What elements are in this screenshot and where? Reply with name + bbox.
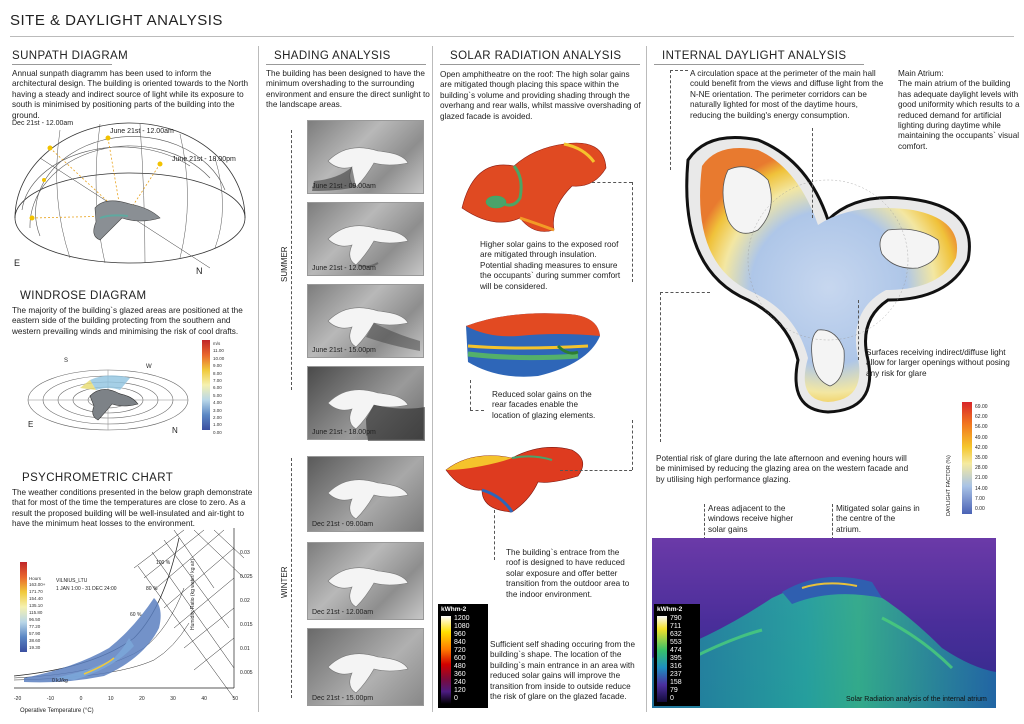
solar-model-entrance xyxy=(442,440,592,520)
psychro-y-title: Humidity Ratio (kg water/ kg air) xyxy=(190,558,196,630)
sunpath-heading: SUNPATH DIAGRAM xyxy=(12,50,129,62)
shading-image-dec-12 xyxy=(307,542,424,620)
leader-line xyxy=(470,410,484,411)
solar-note-3: The building`s entrace from the roof is designed to have reduced solar exposure and offer better transition from the outdoor area to the indoor environment. xyxy=(506,548,630,599)
shading-image-jun-09 xyxy=(307,120,424,194)
shading-caption: June 21st - 09.00am xyxy=(312,183,376,190)
psychro-legend-bar xyxy=(20,562,27,652)
shading-image-dec-15 xyxy=(307,628,424,706)
leader-line xyxy=(858,300,859,360)
daylight-legend: 69.00 62.00 56.00 49.00 42.00 35.00 28.00 21.00 14.00 7.00 0.00 xyxy=(975,404,988,512)
title-divider xyxy=(10,36,1014,37)
leader-line xyxy=(494,510,495,560)
heading-underline xyxy=(654,64,864,65)
page-title: SITE & DAYLIGHT ANALYSIS xyxy=(10,12,223,29)
column-divider xyxy=(646,46,647,712)
shading-image-jun-18 xyxy=(307,366,424,440)
daylight-note-3: Surfaces receiving indirect/diffuse light allow for larger openings without posing any risk for glare xyxy=(866,348,1010,378)
shading-caption: June 21st - 12.00am xyxy=(312,265,376,272)
shading-text: The building has been designed to have the minimum overshading to the surrounding environment and ensure the direct sunlight to the landscape areas. xyxy=(266,69,430,110)
shading-image-jun-15 xyxy=(307,284,424,358)
shading-caption: Dec 21st - 15.00pm xyxy=(312,695,374,702)
atrium-caption: Solar Radiation analysis of the internal atrium xyxy=(846,696,987,703)
leader-line xyxy=(660,292,661,442)
windrose-heading: WINDROSE DIAGRAM xyxy=(20,290,147,302)
solar-heading: SOLAR RADIATION ANALYSIS xyxy=(450,50,622,62)
leader-line xyxy=(560,470,632,471)
atrium-radiation-render xyxy=(652,538,996,708)
winter-bracket xyxy=(291,458,292,698)
daylight-note-5: Areas adjacent to the windows receive higher solar gains xyxy=(708,504,794,534)
solar-note-1: Higher solar gains to the exposed roof are mitigated through insulation. Potential shading measures to ensure the occupants` during summer comfort will be considered. xyxy=(480,240,621,291)
shading-caption: June 21st - 15.00pm xyxy=(312,347,376,354)
windrose-s: S xyxy=(64,358,69,364)
windrose-legend: m/s 11.00 10.00 9.00 8.00 7.00 6.00 5.00 4.00 3.00 2.00 1.00 0.00 xyxy=(213,341,225,435)
solar-model-roof xyxy=(454,138,614,238)
daylight-note-1: A circulation space at the perimeter of the main hall could benefit from the views and diffuse light from the N-NE orientation. The perimeter corridors can be naturally lighted for most of the daytime hours, reducing the building's energy consumption. xyxy=(690,69,884,120)
psychro-period: 1 JAN 1:00 - 31 DEC 24:00 xyxy=(56,586,117,592)
sunpath-label-jun18: June 21st - 18.00pm xyxy=(172,156,236,163)
sunpath-diagram xyxy=(10,118,260,288)
psychro-rh-60: 60 % xyxy=(130,612,142,618)
shading-image-jun-12 xyxy=(307,202,424,276)
leader-line xyxy=(632,420,633,470)
psychro-x-title: Operative Temperature (°C) xyxy=(20,708,94,714)
leader-line xyxy=(670,70,688,71)
solar-note-2: Reduced solar gains on the rear facades enable the location of glazing elements. xyxy=(492,390,596,420)
windrose-legend-bar xyxy=(202,340,210,430)
heading-underline xyxy=(440,64,640,65)
summer-label: SUMMER xyxy=(280,246,289,282)
psychro-text: The weather conditions presented in the below graph demonstrate that for most of the time the temperatures are close to zero. As a result the proposed building will be well-insulated and air-tight to have the minimum heat losses to the environment. xyxy=(12,488,253,529)
summer-bracket xyxy=(291,130,292,390)
atrium-legend: kWhm-2 790 711 632 553 474 395 316 237 158 79 0 xyxy=(654,604,700,706)
winter-label: WINTER xyxy=(280,566,289,598)
shading-heading: SHADING ANALYSIS xyxy=(274,50,391,62)
heading-underline xyxy=(12,64,112,65)
leader-line xyxy=(660,292,710,293)
daylight-legend-bar xyxy=(962,402,972,514)
shading-caption: Dec 21st - 12.00am xyxy=(312,609,374,616)
shading-caption: June 21st - 18.00pm xyxy=(312,429,376,436)
windrose-n: N xyxy=(172,426,178,435)
leader-line xyxy=(812,128,813,218)
leader-line xyxy=(470,380,471,410)
leader-line xyxy=(632,182,633,282)
daylight-note-4: Potential risk of glare during the late afternoon and evening hours will be minimised by reducing the glazing area on the western facade and by utilising high performance glazing. xyxy=(656,454,909,484)
windrose-text: The majority of the building`s glazed areas are positioned at the eastern side of the building protecting from the southern and western prevailing winds and minimising the risk of cool drafts. xyxy=(12,306,243,336)
daylight-note-6: Mitigated solar gains in the centre of the atrium. xyxy=(836,504,920,534)
solar-model-rear xyxy=(458,306,608,386)
sunpath-east: E xyxy=(14,258,21,268)
leader-line xyxy=(832,504,833,540)
psychro-enthalpy: 0 kJ/kg xyxy=(52,678,68,684)
sunpath-north: N xyxy=(196,266,203,276)
daylight-heading: INTERNAL DAYLIGHT ANALYSIS xyxy=(662,50,847,62)
psychro-rh-80: 80 % xyxy=(146,586,158,592)
psychro-legend-title: Hours xyxy=(29,576,42,581)
windrose-w: W xyxy=(146,364,152,370)
psychro-location: VILNIUS_LTU xyxy=(56,578,88,584)
leader-line xyxy=(704,504,705,540)
sunpath-label-dec: Dec 21st - 12.00am xyxy=(12,120,74,127)
solar-text: Open amphitheatre on the roof: The high solar gains are mitigated though placing this space within the building`s volume and providing shading through the overhang and rear walls, whilst massive overshading of glazed facade is avoided. xyxy=(440,70,641,121)
shading-caption: Dec 21st - 09.00am xyxy=(312,521,374,528)
psychro-y-ticks: 0.03 0.025 0.02 0.015 0.01 0.005 xyxy=(240,550,253,676)
heading-underline xyxy=(266,64,426,65)
sunpath-label-jun12: June 21st - 12.00am xyxy=(110,128,174,135)
column-divider xyxy=(432,46,433,712)
windrose-e: E xyxy=(28,420,34,429)
daylight-legend-title: DAYLIGHT FACTOR (%) xyxy=(946,455,952,516)
solar-note-4: Sufficient self shading occuring from the building`s shape. The location of the building`s main entrance in an area with reduced solar gains will improve the transition from inside to outside reduce the risk of glare on the glazed facade. xyxy=(490,640,636,702)
solar-legend: kWhm-2 1200 1080 960 840 720 600 480 360 240 120 0 xyxy=(438,604,488,708)
daylight-atrium-note: Main Atrium: The main atrium of the building has adequate daylight levels with good uniformity which results to a reduced demand for artificial lighting during daytime while maintaining the occupants` visual comfort. xyxy=(898,69,1020,151)
shading-image-dec-09 xyxy=(307,456,424,532)
psychro-rh-100: 100 % xyxy=(156,560,171,566)
sunpath-text: Annual sunpath diagramm has been used to inform the architectural design. The building is oriented towards to the North having a steady and indirect source of light while its exposure to south is minimised by positioning parts of the building into the ground. xyxy=(12,69,249,120)
psychro-heading: PSYCHROMETRIC CHART xyxy=(22,472,174,484)
psychro-legend: 163.00+ 171.70 154.40 135.10 115.80 96.50 77.20 57.90 38.60 19.30 xyxy=(29,582,46,650)
leader-line xyxy=(592,182,632,183)
psychro-x-ticks: -20 -10 0 10 20 30 40 50 xyxy=(14,696,238,702)
